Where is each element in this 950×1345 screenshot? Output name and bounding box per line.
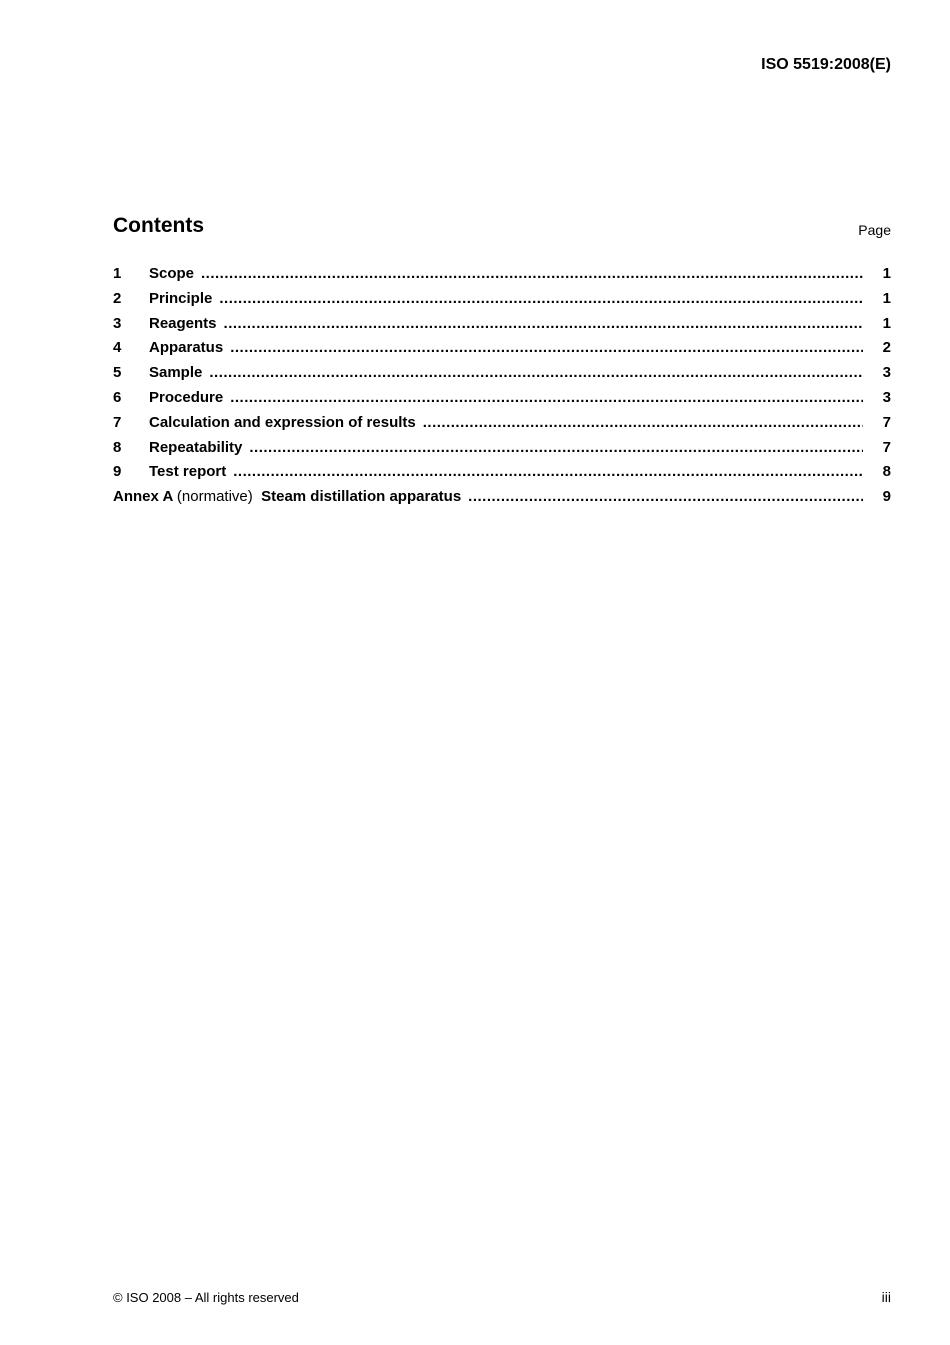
toc-entry-title: Repeatability (149, 438, 243, 456)
toc-entry-number: 8 (113, 438, 122, 456)
toc-dot-leader (249, 439, 863, 456)
toc-entry-title: Calculation and expression of results (149, 413, 416, 431)
toc-entry-number: 2 (113, 289, 122, 307)
toc-annex-label: Annex A (113, 488, 173, 506)
toc-entry-procedure[interactable] (113, 389, 891, 414)
toc-dot-leader (233, 463, 863, 480)
toc-entry-repeatability[interactable] (113, 439, 891, 464)
footer-copyright: © ISO 2008 – All rights reserved (113, 1290, 299, 1305)
toc-dot-leader (219, 290, 863, 307)
toc-entry-number: 6 (113, 388, 122, 406)
toc-entry-title: Apparatus (149, 339, 224, 357)
toc-dot-leader (468, 488, 863, 505)
toc-entry-page: 1 (882, 265, 891, 282)
table-of-contents (113, 265, 891, 513)
toc-entry-page: 7 (882, 438, 891, 456)
toc-entry-page: 2 (882, 339, 891, 357)
toc-dot-leader (423, 414, 863, 431)
toc-entry-title: Principle (149, 289, 213, 307)
toc-entry-number: 1 (113, 265, 122, 282)
toc-dot-leader (230, 389, 863, 406)
toc-entry-page: 9 (882, 488, 891, 506)
toc-annex-type: (normative) (176, 488, 253, 506)
toc-entry-number: 4 (113, 339, 122, 357)
toc-dot-leader (230, 339, 863, 356)
toc-annex-heading (113, 488, 461, 505)
toc-entry-annex-a[interactable] (113, 488, 891, 513)
toc-dot-leader (201, 265, 863, 282)
toc-entry-title: Scope (149, 265, 195, 282)
toc-entry-number: 5 (113, 364, 122, 382)
toc-entry-title: Procedure (149, 388, 224, 406)
toc-entry-scope[interactable] (113, 265, 891, 290)
contents-heading: Contents (113, 214, 204, 237)
toc-entry-principle[interactable] (113, 290, 891, 315)
toc-entry-title: Sample (149, 364, 203, 382)
toc-entry-calculation[interactable] (113, 414, 891, 439)
toc-entry-title: Test report (149, 463, 227, 481)
toc-entry-page: 1 (882, 289, 891, 307)
toc-entry-title: Reagents (149, 314, 217, 332)
footer-page-number: iii (881, 1289, 891, 1305)
toc-dot-leader (224, 315, 863, 332)
toc-entry-page: 7 (882, 413, 891, 431)
toc-entry-number: 9 (113, 463, 122, 481)
toc-annex-title: Steam distillation apparatus (261, 488, 462, 506)
document-id: ISO 5519:2008(E) (761, 56, 891, 73)
toc-entry-page: 8 (882, 463, 891, 481)
toc-entry-reagents[interactable] (113, 315, 891, 340)
page-column-label: Page (858, 222, 891, 238)
toc-entry-sample[interactable] (113, 364, 891, 389)
toc-entry-page: 3 (882, 364, 891, 382)
toc-entry-test-report[interactable] (113, 463, 891, 488)
toc-entry-page: 1 (882, 314, 891, 332)
toc-entry-apparatus[interactable] (113, 339, 891, 364)
toc-dot-leader (209, 364, 863, 381)
toc-entry-page: 3 (882, 388, 891, 406)
toc-entry-number: 7 (113, 413, 122, 431)
toc-entry-number: 3 (113, 314, 122, 332)
